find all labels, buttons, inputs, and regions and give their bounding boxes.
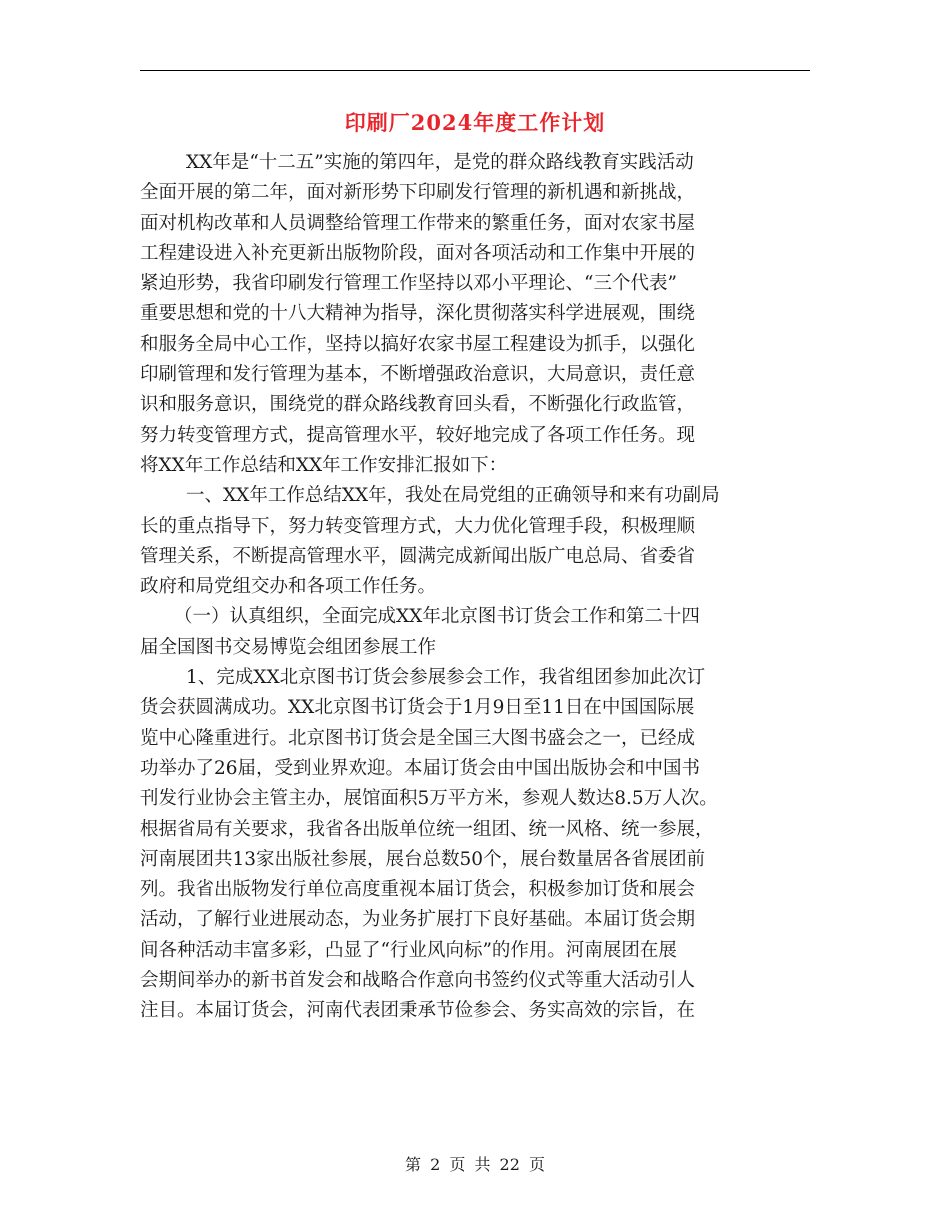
body-line: XX年是“十二五”实施的第四年，是党的群众路线教育实践活动: [186, 152, 694, 173]
body-line: （一）认真组织，全面完成XX年北京图书订货会工作和第二十四: [174, 606, 700, 628]
body-line: 重要思想和党的十八大精神为指导，深化贯彻落实科学进展观，围绕: [140, 303, 696, 325]
body-line: 刊发行业协会主管主办，展馆面积5万平方米，参观人数达8.5万人次。: [140, 788, 718, 810]
body-line: 识和服务意识，围绕党的群众路线教育回头看，不断强化行政监管，: [140, 394, 696, 416]
body-line: 将XX年工作总结和XX年工作安排汇报如下：: [140, 454, 508, 476]
body-line: 货会获圆满成功。XX北京图书订货会于1月9日至11日在中国国际展: [140, 697, 695, 719]
body-line: 长的重点指导下，努力转变管理方式，大力优化管理手段，积极理顺: [140, 515, 696, 537]
body-line: 根据省局有关要求，我省各出版单位统一组团、统一风格、统一参展，: [140, 818, 714, 840]
body-line: 紧迫形势，我省印刷发行管理工作坚持以邓小平理论、“三个代表”: [140, 273, 677, 295]
body-line: 览中心隆重进行。北京图书订货会是全国三大图书盛会之一，已经成: [140, 727, 696, 749]
body-line: 努力转变管理方式，提高管理水平，较好地完成了各项工作任务。现: [140, 424, 696, 446]
body-line: 和服务全局中心工作，坚持以搞好农家书屋工程建设为抓手，以强化: [140, 333, 696, 355]
body-line: 全面开展的第二年，面对新形势下印刷发行管理的新机遇和新挑战，: [140, 182, 696, 204]
body-line: 届全国图书交易博览会组团参展工作: [140, 636, 437, 658]
body-line: 一、XX年工作总结XX年，我处在局党组的正确领导和来有功副局: [186, 485, 720, 507]
header-rule: [140, 70, 810, 71]
body-line: 政府和局党组交办和各项工作任务。: [140, 576, 437, 598]
body-line: 河南展团共13家出版社参展，展台总数50个，展台数量居各省展团前: [140, 848, 706, 870]
body-line: 工程建设进入补充更新出版物阶段，面对各项活动和工作集中开展的: [140, 242, 696, 264]
body-line: 列。我省出版物发行单位高度重视本届订货会，积极参加订货和展会: [140, 879, 696, 901]
page-number: 第 2 页 共 22 页: [405, 1155, 545, 1174]
document-title: 印刷厂2024年度工作计划: [344, 110, 606, 135]
body-line: 注目。本届订货会，河南代表团秉承节俭参会、务实高效的宗旨，在: [140, 1000, 696, 1022]
body-line: 1、完成XX北京图书订货会参展参会工作，我省组团参加此次订: [186, 667, 706, 689]
body-line: 面对机构改革和人员调整给管理工作带来的繁重任务，面对农家书屋: [140, 212, 696, 234]
body-line: 活动，了解行业进展动态，为业务扩展打下良好基础。本届订货会期: [140, 909, 696, 931]
body-line: 管理关系，不断提高管理水平，圆满完成新闻出版广电总局、省委省: [140, 545, 696, 567]
body-line: 间各种活动丰富多彩，凸显了“行业风向标”的作用。河南展团在展: [140, 939, 677, 961]
body-line: 功举办了26届，受到业界欢迎。本届订货会由中国出版协会和中国书: [140, 757, 701, 779]
body-line: 印刷管理和发行管理为基本，不断增强政治意识，大局意识，责任意: [140, 364, 696, 386]
body-line: 会期间举办的新书首发会和战略合作意向书签约仪式等重大活动引人: [140, 970, 696, 992]
document-body: [140, 148, 820, 1027]
